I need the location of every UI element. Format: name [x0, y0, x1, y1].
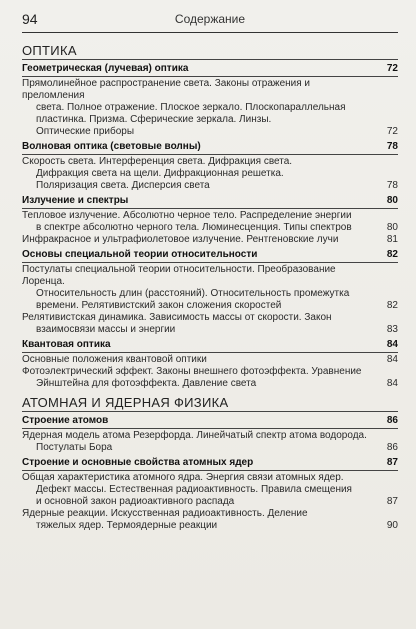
- toc-entry-text: Поляризация света. Дисперсия света: [36, 180, 210, 191]
- toc-section: [22, 339, 398, 390]
- toc-entry-page: 86: [386, 442, 398, 453]
- toc-entry-line: [22, 508, 398, 520]
- toc-entry-text: Ядерная модель атома Резерфорда. Линейчатый спектр атома водорода.: [22, 430, 367, 441]
- page-number: 94: [22, 11, 38, 27]
- toc-entry-line: [22, 114, 398, 126]
- section-title: Строение атомов: [22, 415, 109, 426]
- toc-entry-text: Прямолинейное распространение света. Законы отражения и преломления: [22, 78, 311, 101]
- section-heading: [22, 457, 398, 471]
- toc-entry-text: Основные положения квантовой оптики: [22, 354, 207, 365]
- toc-entry-line: [22, 442, 398, 454]
- toc-entry-line: [22, 378, 398, 390]
- toc-entry-line: [22, 354, 398, 366]
- section-title: Строение и основные свойства атомных ядер: [22, 457, 254, 468]
- toc-entry-line: [22, 126, 398, 138]
- toc-entry-line: [22, 472, 398, 484]
- part-heading: ОПТИКА: [22, 42, 398, 60]
- toc-entry-page: 78: [386, 180, 398, 191]
- toc-entry-line: [22, 222, 398, 234]
- toc-entry-text: Фотоэлектрический эффект. Законы внешнего фотоэффекта. Уравнение: [22, 366, 362, 377]
- running-header: [22, 10, 398, 33]
- section-page-number: 82: [386, 249, 398, 260]
- toc-entry-text: света. Полное отражение. Плоское зеркало. Плоскопараллельная: [36, 102, 346, 113]
- toc-entry-text: Постулаты специальной теории относительности. Преобразование Лоренца.: [22, 264, 336, 287]
- section-heading: [22, 141, 398, 155]
- toc-entry-line: [22, 102, 398, 114]
- toc-entry-line: [22, 180, 398, 192]
- toc-entry-page: 81: [386, 234, 398, 245]
- toc-entry-text: Оптические приборы: [36, 126, 135, 137]
- table-of-contents: [22, 38, 398, 532]
- section-page-number: 87: [386, 457, 398, 468]
- toc-section: [22, 195, 398, 246]
- toc-entry-page: 82: [386, 300, 398, 311]
- toc-entry-text: Дифракция света на щели. Дифракционная решетка.: [36, 168, 284, 179]
- toc-entry-page: 80: [386, 222, 398, 233]
- section-page-number: 86: [386, 415, 398, 426]
- section-title: Излучение и спектры: [22, 195, 129, 206]
- toc-entry-line: [22, 324, 398, 336]
- toc-entry-line: [22, 520, 398, 532]
- section-heading: [22, 195, 398, 209]
- toc-entry-line: [22, 430, 398, 442]
- toc-entry-text: Скорость света. Интерференция света. Дифракция света.: [22, 156, 293, 167]
- section-title: Основы специальной теории относительности: [22, 249, 258, 260]
- toc-entry-line: [22, 288, 398, 300]
- section-heading: [22, 339, 398, 353]
- toc-entry-text: Ядерные реакции. Искусственная радиоактивность. Деление: [22, 508, 308, 519]
- toc-entry-line: [22, 484, 398, 496]
- toc-entry-page: 90: [386, 520, 398, 531]
- toc-entry-text: Постулаты Бора: [36, 442, 113, 453]
- toc-entry-line: [22, 210, 398, 222]
- toc-entry-text: в спектре абсолютно черного тела. Люминесценция. Типы спектров: [36, 222, 352, 233]
- toc-entry-page: 84: [386, 378, 398, 389]
- toc-section: [22, 63, 398, 138]
- toc-entry-line: [22, 496, 398, 508]
- toc-entry-text: Инфракрасное и ультрафиолетовое излучение. Рентгеновские лучи: [22, 234, 339, 245]
- toc-entry-text: времени. Релятивистский закон сложения скоростей: [36, 300, 282, 311]
- toc-entry-text: взаимосвязи массы и энергии: [36, 324, 176, 335]
- toc-entry-line: [22, 264, 398, 288]
- toc-entry-text: Тепловое излучение. Абсолютно черное тело. Распределение энергии: [22, 210, 352, 221]
- toc-entry-text: Общая характеристика атомного ядра. Энергия связи атомных ядер.: [22, 472, 344, 483]
- section-page-number: 84: [386, 339, 398, 350]
- toc-entry-line: [22, 156, 398, 168]
- toc-section: [22, 457, 398, 532]
- section-title: Волновая оптика (световые волны): [22, 141, 201, 152]
- section-title: Геометрическая (лучевая) оптика: [22, 63, 189, 74]
- toc-entry-line: [22, 312, 398, 324]
- toc-entry-text: Относительность длин (расстояний). Относительность промежутка: [36, 288, 350, 299]
- toc-entry-line: [22, 300, 398, 312]
- toc-entry-page: 84: [386, 354, 398, 365]
- toc-entry-text: и основной закон радиоактивного распада: [36, 496, 235, 507]
- section-page-number: 80: [386, 195, 398, 206]
- section-page-number: 78: [386, 141, 398, 152]
- section-heading: [22, 415, 398, 429]
- toc-entry-line: [22, 234, 398, 246]
- toc-entry-page: 72: [386, 126, 398, 137]
- toc-entry-text: тяжелых ядер. Термоядерные реакции: [36, 520, 218, 531]
- part-heading: АТОМНАЯ И ЯДЕРНАЯ ФИЗИКА: [22, 394, 398, 412]
- section-heading: [22, 249, 398, 263]
- section-heading: [22, 63, 398, 77]
- toc-entry-text: Дефект массы. Естественная радиоактивность. Правила смещения: [36, 484, 352, 495]
- toc-entry-page: 83: [386, 324, 398, 335]
- running-title: Содержание: [174, 12, 246, 26]
- toc-entry-text: Эйнштейна для фотоэффекта. Давление света: [36, 378, 257, 389]
- section-title: Квантовая оптика: [22, 339, 111, 350]
- toc-entry-line: [22, 366, 398, 378]
- toc-section: [22, 141, 398, 192]
- toc-entry-text: Релятивистская динамика. Зависимость массы от скорости. Закон: [22, 312, 332, 323]
- toc-entry-page: 87: [386, 496, 398, 507]
- toc-entry-line: [22, 168, 398, 180]
- toc-section: [22, 415, 398, 454]
- toc-entry-text: пластинка. Призма. Сферические зеркала. Линзы.: [36, 114, 272, 125]
- toc-entry-line: [22, 78, 398, 102]
- section-page-number: 72: [386, 63, 398, 74]
- toc-section: [22, 249, 398, 336]
